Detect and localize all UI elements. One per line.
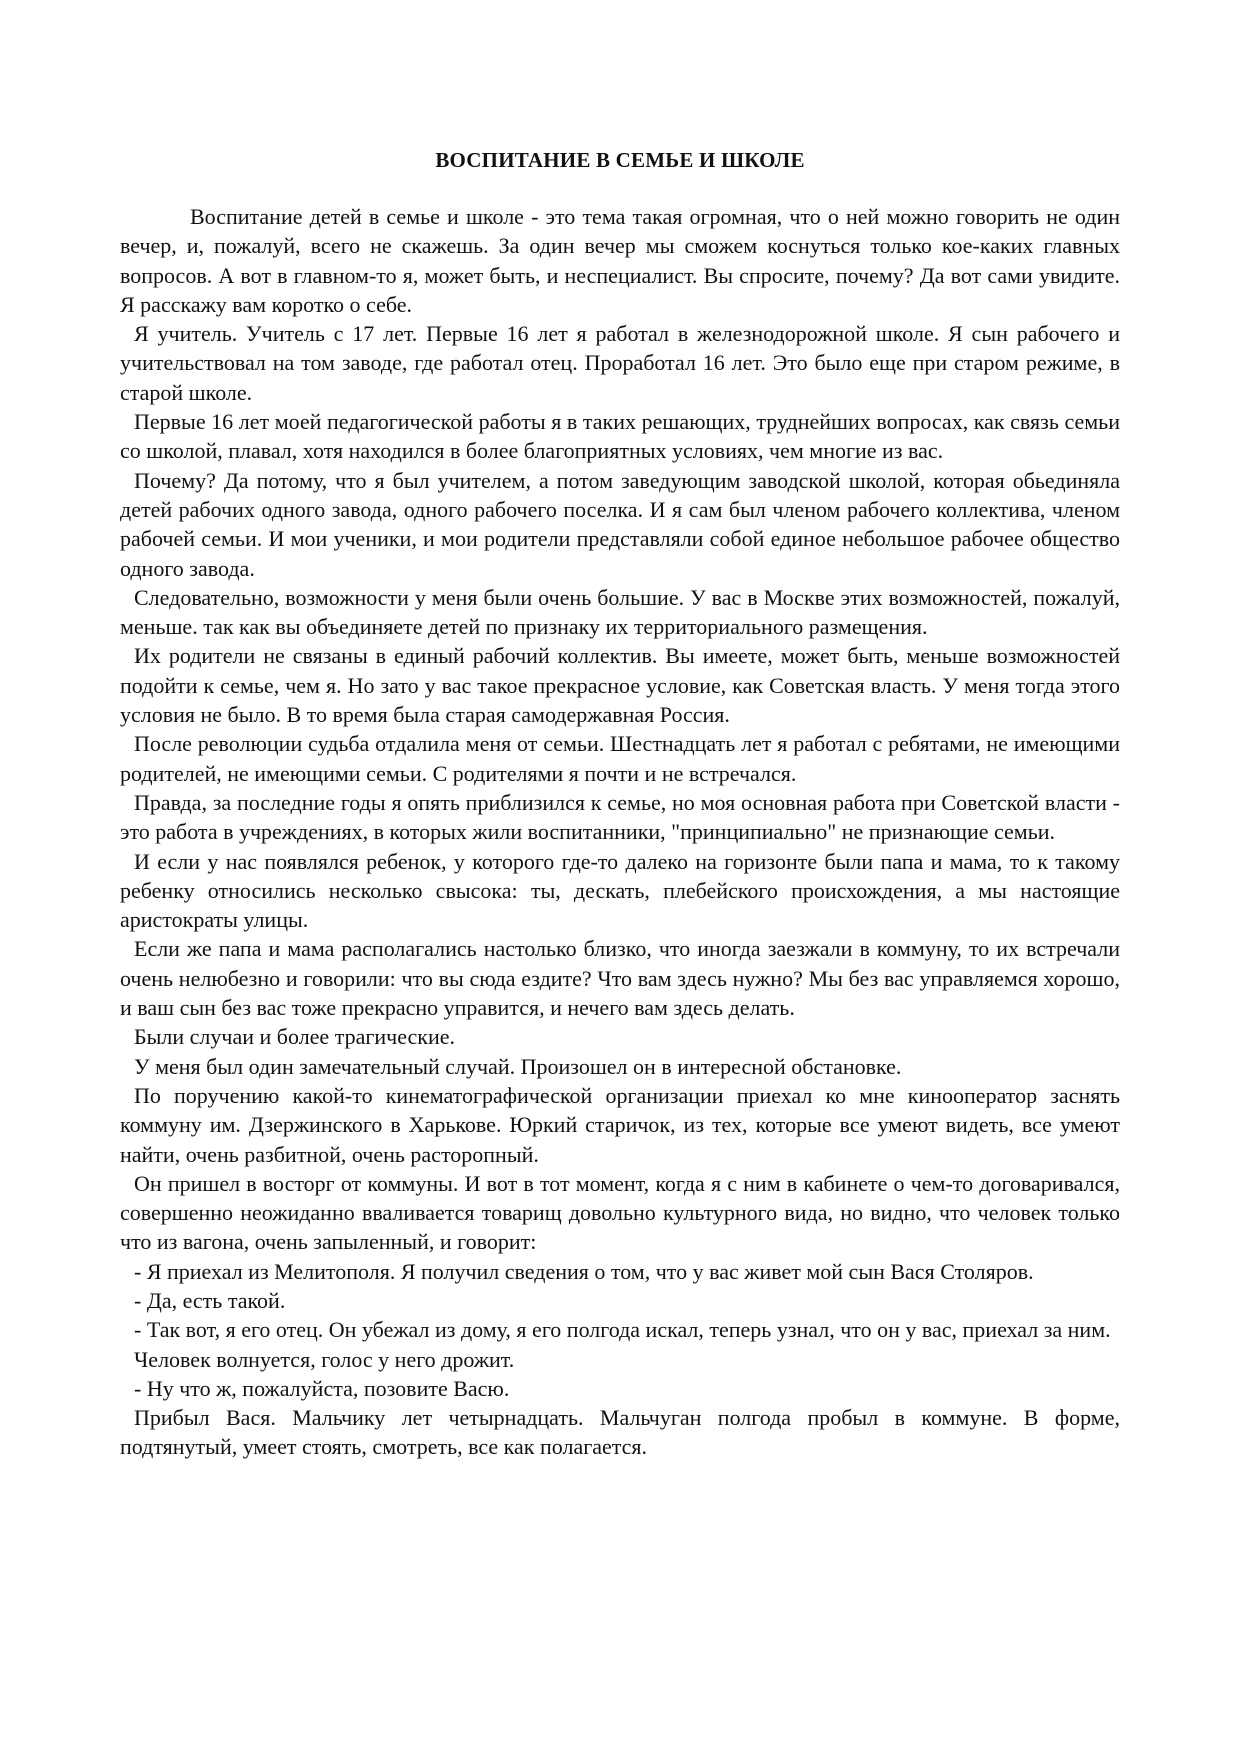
paragraph-9: И если у нас появлялся ребенок, у которого где-то далеко на горизонте были папа и мама, то к такому ребенку относились несколько свысока: ты, дескать, плебейского происхождения, а мы настоящие аристократы улицы. — [120, 848, 1120, 933]
paragraph-6: Их родители не связаны в единый рабочий коллектив. Вы имеете, может быть, меньше возможностей подойти к семье, чем я. Но зато у вас такое прекрасное условие, как Советская власть. У меня тогда этого условия не было. В то время была старая самодержавная Россия. — [120, 643, 1120, 728]
paragraph-2: Я учитель. Учитель с 17 лет. Первые 16 лет я работал в железнодорожной школе. Я сын рабочего и учительствовал на том заводе, где работал отец. Проработал 16 лет. Это было еще при старом режиме, в старой школе. — [120, 321, 1120, 405]
paragraph-16: - Да, есть такой. — [134, 1287, 286, 1313]
paragraph-14: Он пришел в восторг от коммуны. И вот в тот момент, когда я с ним в кабинете о чем-то договаривался, совершенно неожиданно вваливается товарищ довольно культурного вида, но видно, что человек только что из вагона, очень запыленный, и говорит: — [120, 1170, 1120, 1255]
paragraph-20: Прибыл Вася. Мальчику лет четырнадцать. Мальчуган полгода пробыл в коммуне. В форме, подтянутый, умеет стоять, смотреть, все как полагается. — [120, 1405, 1120, 1460]
paragraph-5: Следовательно, возможности у меня были очень большие. У вас в Москве этих возможностей, пожалуй, меньше. так как вы объединяете детей по признаку их территориального размещения. — [120, 584, 1120, 640]
paragraph-18: Человек волнуется, голос у него дрожит. — [134, 1346, 515, 1372]
paragraph-11: Были случаи и более трагические. — [134, 1024, 456, 1050]
paragraph-4: Почему? Да потому, что я был учителем, а потом заведующим заводской школой, которая обьединяла детей рабочих одного завода, одного рабочего поселка. И я сам был членом рабочего коллектива, членом рабочей семьи. И мои ученики, и мои родители представляли собой единое небольшое рабочее общество одного завода. — [120, 467, 1120, 581]
paragraph-17: - Так вот, я его отец. Он убежал из дому, я его полгода искал, теперь узнал, что он у вас, приехал за ним. — [134, 1317, 1111, 1343]
paragraph-7: После революции судьба отдалила меня от семьи. Шестнадцать лет я работал с ребятами, не имеющими родителей, не имеющими семьи. С родителями я почти и не встречался. — [120, 731, 1120, 786]
paragraph-8: Правда, за последние годы я опять приблизился к семье, но моя основная работа при Советской власти - это работа в учреждениях, в которых жили воспитанники, "принципиально" не признающие семьи. — [120, 789, 1120, 845]
document-body — [120, 202, 1120, 1462]
paragraph-19: - Ну что ж, пожалуйста, позовите Васю. — [134, 1375, 510, 1401]
paragraph-3: Первые 16 лет моей педагогической работы я в таких решающих, труднейших вопросах, как связь семьи со школой, плавал, хотя находился в более благоприятных условиях, чем многие из вас. — [120, 409, 1120, 464]
paragraph-12: У меня был один замечательный случай. Произошел он в интересной обстановке. — [134, 1053, 902, 1079]
paragraph-10: Если же папа и мама располагались настолько близко, что иногда заезжали в коммуну, то их встречали очень нелюбезно и говорили: что вы сюда ездите? Что вам здесь нужно? Мы без вас управляемся хорошо, и ваш сын без вас тоже прекрасно управится, и нечего вам здесь делать. — [120, 936, 1120, 1021]
paragraph-15: - Я приехал из Мелитополя. Я получил сведения о том, что у вас живет мой сын Вася Столяров. — [134, 1258, 1034, 1284]
document-title: ВОСПИТАНИЕ В СЕМЬЕ И ШКОЛЕ — [435, 148, 805, 172]
paragraph-1: Воспитание детей в семье и школе - это тема такая огромная, что о ней можно говорить не один вечер, и, пожалуй, всего не скажешь. За один вечер мы сможем коснуться только кое-каких главных вопросов. А вот в главном-то я, может быть, и неспециалист. Вы спросите, почему? Да вот сами увидите. Я расскажу вам коротко о себе. — [120, 204, 1120, 317]
paragraph-13: По поручению какой-то кинематографической организации приехал ко мне кинооператор заснять коммуну им. Дзержинского в Харькове. Юркий старичок, из тех, которые все умеют видеть, все умеют найти, очень разбитной, очень расторопный. — [120, 1082, 1120, 1167]
